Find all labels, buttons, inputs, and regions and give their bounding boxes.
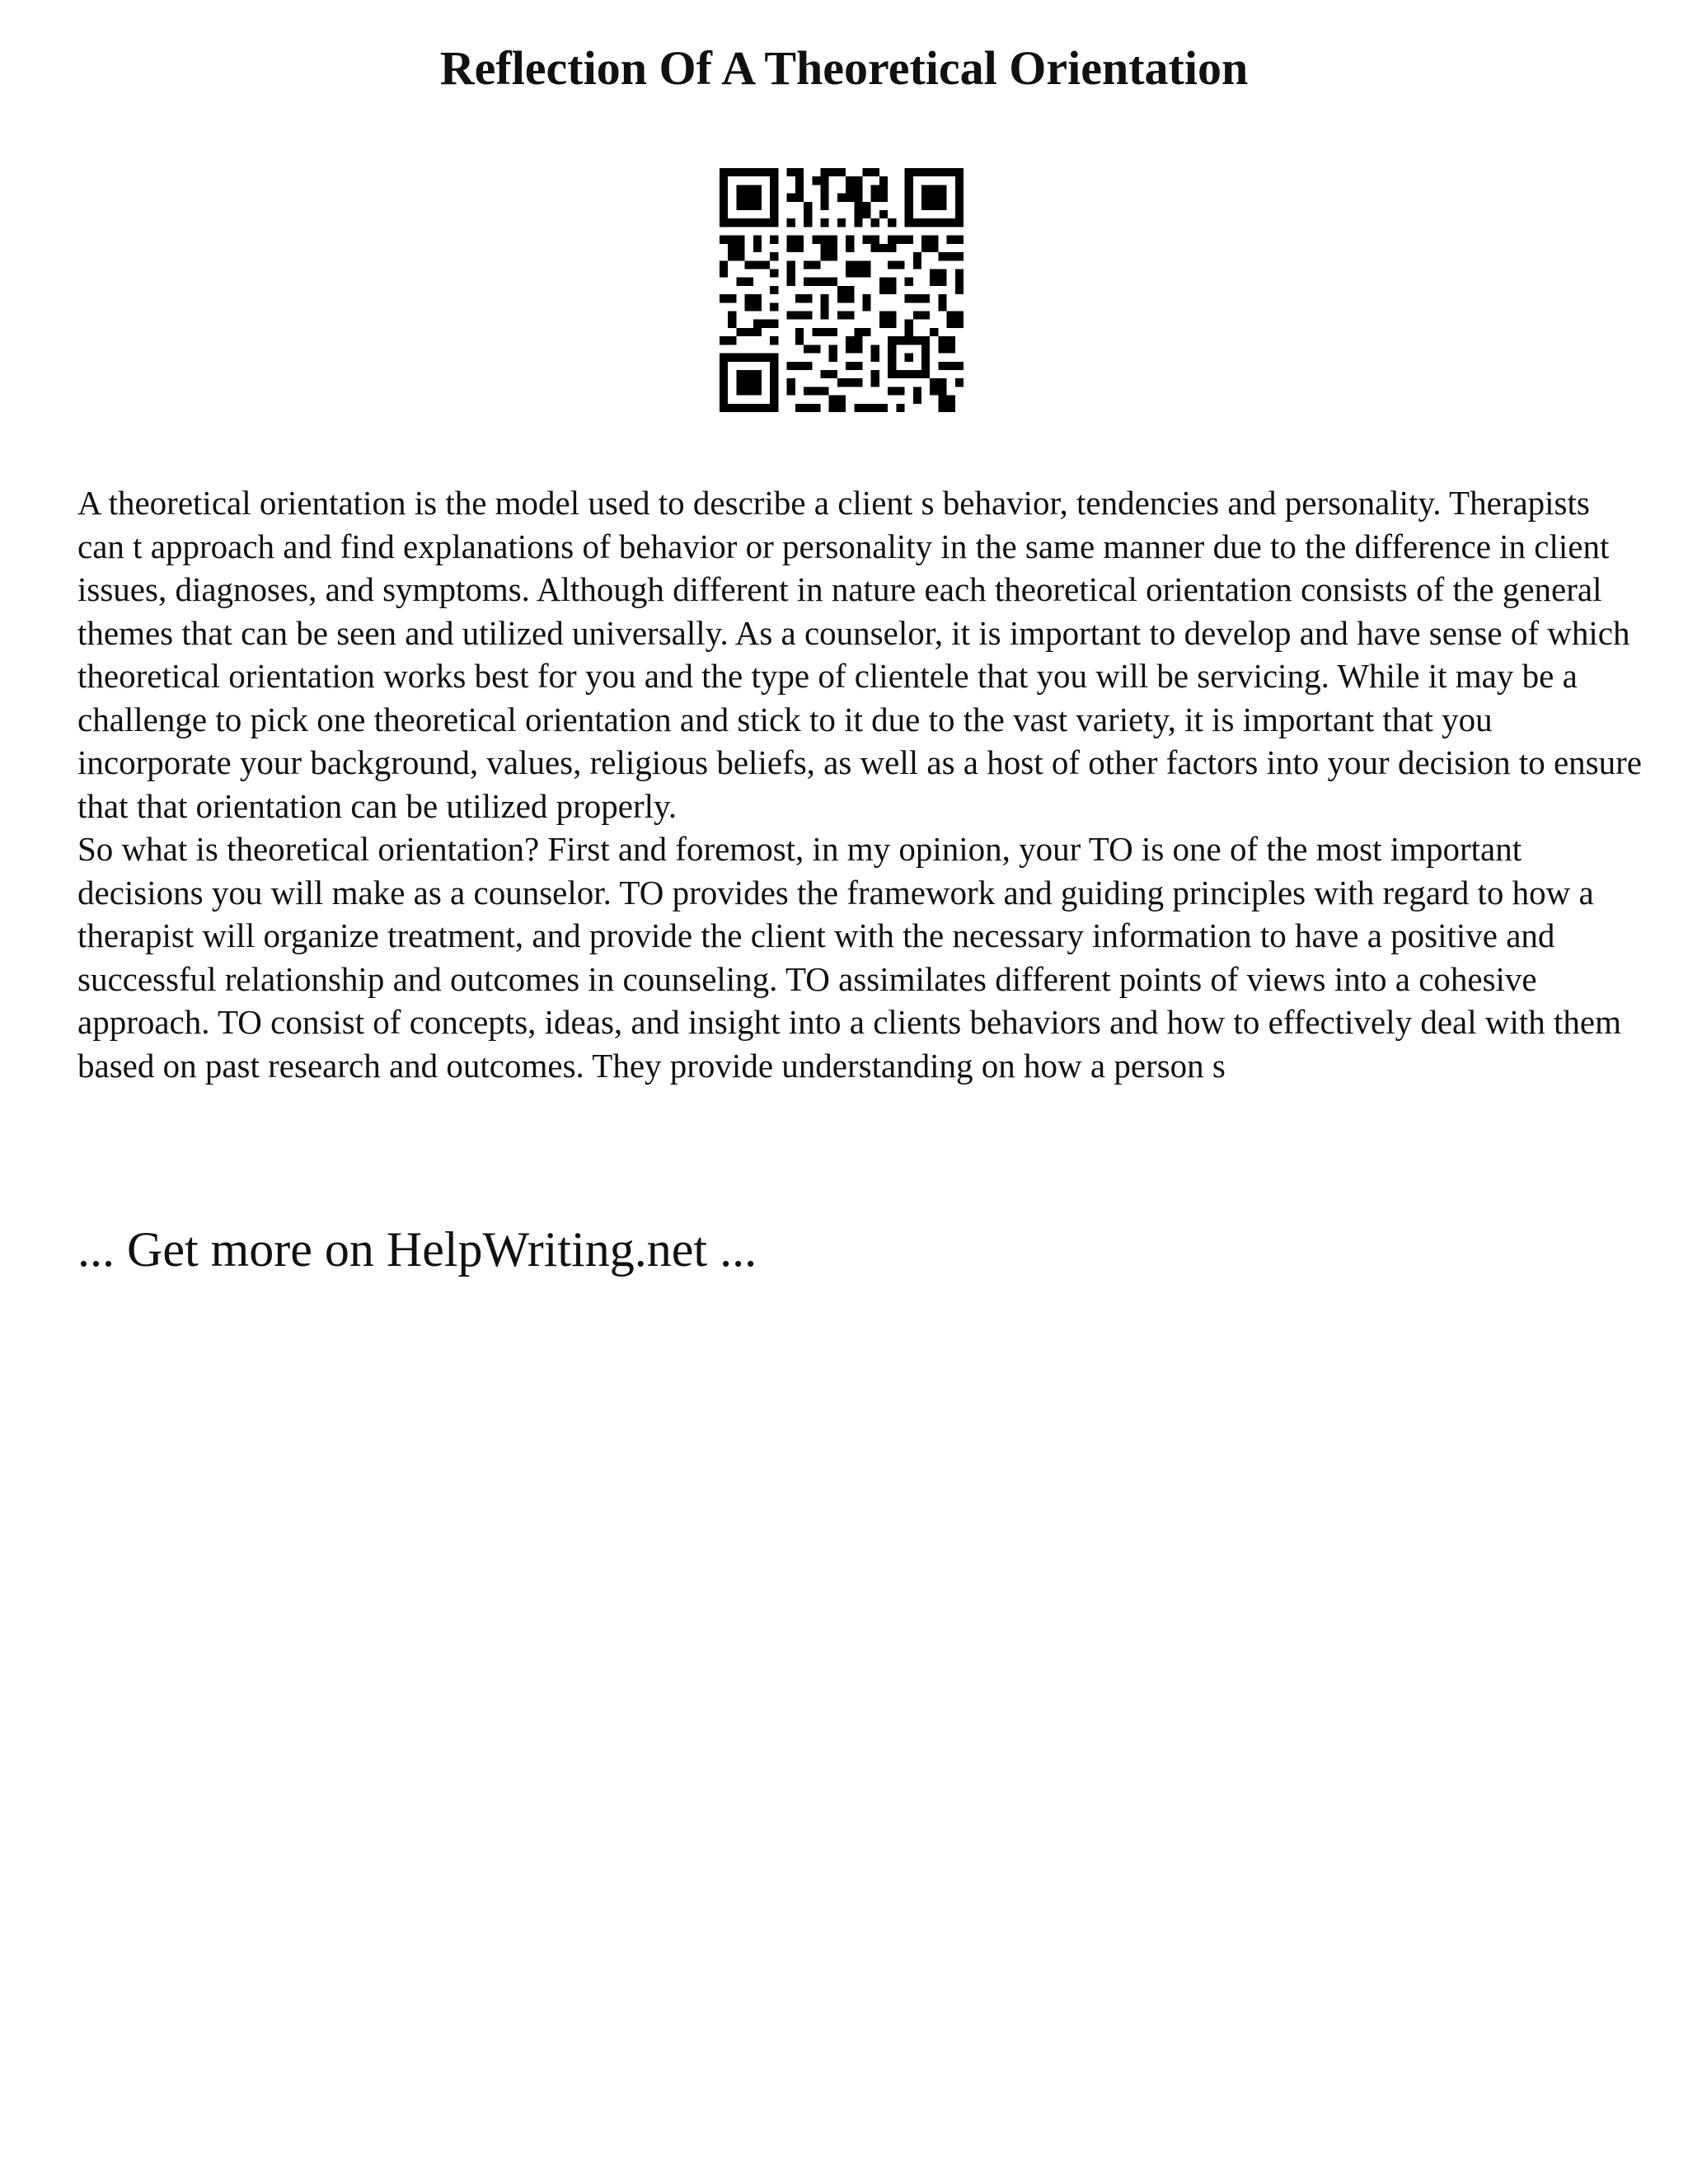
qr-code-icon [720, 168, 964, 412]
body-paragraph-2: So what is theoretical orientation? First and foremost, in my opinion, your TO is one of the most important decisions you will make as a counselor. TO provides the framework and guiding principles with regard to how a therapist will organize treatment, and provide the client with the necessary information to have a positive and successful relationship and outcomes in counseling. TO assimilates different points of views into a cohesive approach. TO consist of concepts, ideas, and insight into a clients behaviors and how to effectively deal with them based on past research and outcomes. They provide understanding on how a person s [77, 830, 1622, 1085]
document-title: Reflection Of A Theoretical Orientation [439, 41, 1249, 95]
body-paragraph-1: A theoretical orientation is the model used to describe a client s behavior, tendencies and personality. Therapists can t approach and find explanations of behavior or personality in the same manner due to the difference in client issues, diagnoses, and symptoms. Although different in nature each theoretical orientation consists of the general themes that can be seen and utilized universally. As a counselor, it is important to develop and have sense of which theoretical orientation works best for you and the type of clientele that you will be servicing. While it may be a challenge to pick one theoretical orientation and stick to it due to the vast variety, it is important that you incorporate your background, values, religious beliefs, as well as a host of other factors into your decision to ensure that that orientation can be utilized properly. [77, 484, 1642, 825]
get-more-link[interactable]: ... Get more on HelpWriting.net ... [77, 1222, 757, 1277]
document-body [77, 481, 1643, 1087]
